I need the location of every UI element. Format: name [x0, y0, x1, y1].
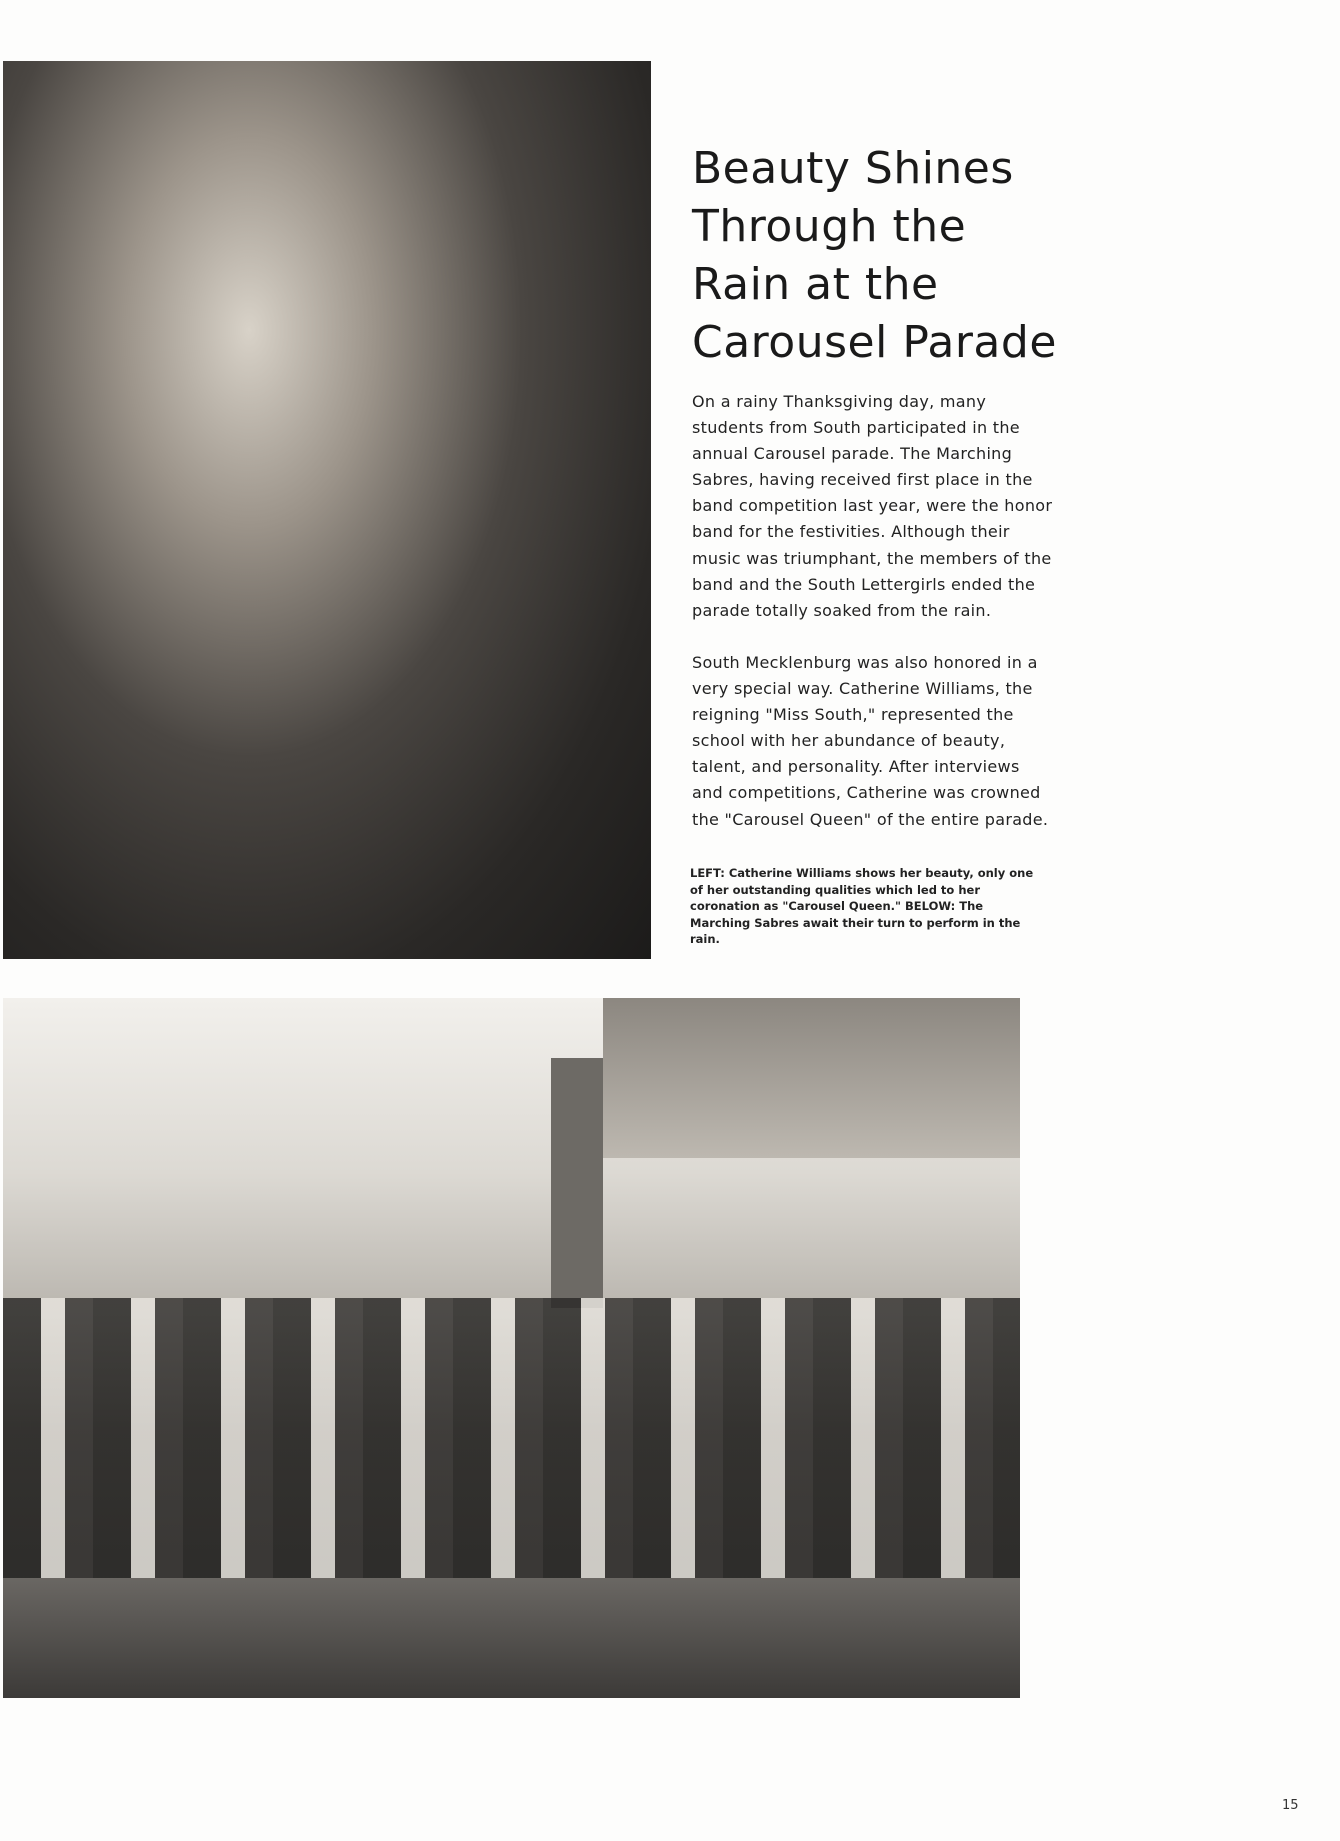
text-line: reigning "Miss South," represented the	[692, 705, 1014, 725]
text-line: annual Carousel parade. The Marching	[692, 444, 1013, 464]
portrait-photo	[3, 61, 651, 959]
text-line: band competition last year, were the honor	[692, 496, 1053, 516]
pillar-shape	[551, 1058, 603, 1308]
caption-line: of her outstanding qualities which led to her	[690, 882, 980, 897]
text-line: Sabres, having received first place in the	[692, 470, 1033, 490]
article-paragraph-1	[692, 389, 1082, 624]
text-line: South Mecklenburg was also honored in a	[692, 653, 1038, 672]
headline-line: Beauty Shines	[692, 143, 1014, 194]
text-line: the "Carousel Queen" of the entire parade.	[692, 809, 1049, 829]
headline-line: Carousel Parade	[692, 317, 1057, 368]
text-line: band and the South Lettergirls ended the	[692, 574, 1036, 594]
text-line: very special way. Catherine Williams, the	[692, 679, 1033, 699]
caption-line: Marching Sabres await their turn to perform in the	[690, 915, 1021, 930]
page-number: 15	[1282, 1798, 1299, 1813]
text-line: parade totally soaked from the rain.	[692, 600, 992, 620]
wet-street-shape	[3, 1578, 1020, 1698]
band-crowd-shape	[3, 1298, 1020, 1578]
caption-line: LEFT: Catherine Williams shows her beauty, only one	[690, 866, 1034, 880]
text-line: and competitions, Catherine was crowned	[692, 783, 1041, 803]
headline	[692, 140, 1112, 372]
photo-caption	[690, 865, 1085, 948]
text-line: school with her abundance of beauty,	[692, 731, 1006, 751]
text-line: On a rainy Thanksgiving day, many	[692, 392, 987, 411]
parade-photo	[3, 998, 1020, 1698]
article-paragraph-2	[692, 650, 1082, 833]
headline-line: Rain at the	[692, 259, 939, 310]
overpass-shape	[603, 998, 1020, 1158]
text-line: students from South participated in the	[692, 418, 1020, 438]
text-line: talent, and personality. After interviews	[692, 757, 1020, 777]
headline-line: Through the	[692, 201, 967, 252]
text-line: band for the festivities. Although their	[692, 522, 1010, 542]
caption-line: rain.	[690, 932, 720, 946]
caption-line: coronation as "Carousel Queen." BELOW: The	[690, 899, 984, 913]
text-line: music was triumphant, the members of the	[692, 548, 1052, 568]
